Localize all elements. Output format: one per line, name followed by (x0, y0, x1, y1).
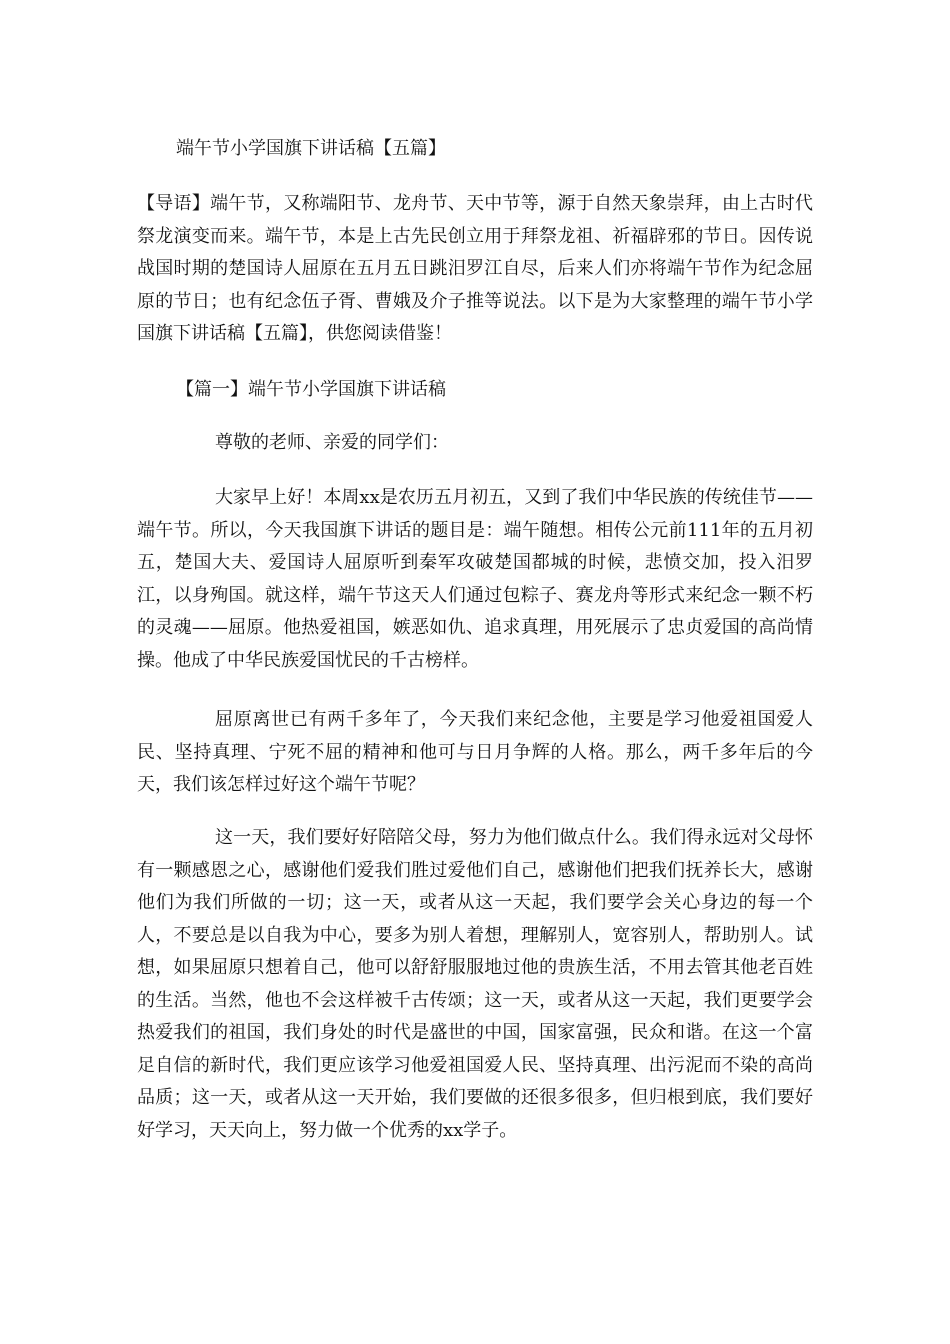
intro-paragraph: 【导语】端午节，又称端阳节、龙舟节、天中节等，源于自然天象崇拜，由上古时代祭龙演变而来。端午节，本是上古先民创立用于拜祭龙祖、祈福辟邪的节日。因传说战国时期的楚国诗人屈原在五月五日跳汨罗江自尽，后来人们亦将端午节作为纪念屈原的节日；也有纪念伍子胥、曹娥及介子推等说法。以下是为大家整理的端午节小学国旗下讲话稿【五篇】，供您阅读借鉴！ (137, 193, 813, 344)
body-paragraph: 屈原离世已有两千多年了，今天我们来纪念他，主要是学习他爱祖国爱人民、坚持真理、宁死不屈的精神和他可与日月争辉的人格。那么，两千多年后的今天，我们该怎样过好这个端午节呢？ (137, 709, 813, 795)
section-heading: 【篇一】端午节小学国旗下讲话稿 (176, 379, 446, 400)
body-paragraph: 大家早上好！本周xx是农历五月初五，又到了我们中华民族的传统佳节——端午节。所以，今天我国旗下讲话的题目是：端午随想。相传公元前111年的五月初五，楚国大夫、爱国诗人屈原听到秦军攻破楚国都城的时候，悲愤交加，投入汨罗江，以身殉国。就这样，端午节这天人们通过包粽子、赛龙舟等形式来纪念一颗不朽的灵魂——屈原。他热爱祖国，嫉恶如仇、追求真理，用死展示了忠贞爱国的高尚情操。他成了中华民族爱国忧民的千古榜样。 (137, 487, 813, 671)
document-title: 端午节小学国旗下讲话稿【五篇】 (176, 138, 446, 159)
body-paragraph: 这一天，我们要好好陪陪父母，努力为他们做点什么。我们得永远对父母怀有一颗感恩之心，感谢他们爱我们胜过爱他们自己，感谢他们把我们抚养长大，感谢他们为我们所做的一切；这一天，或者从这一天起，我们要学会关心身边的每一个人，不要总是以自我为中心，要多为别人着想，理解别人，宽容别人，帮助别人。试想，如果屈原只想着自己，他可以舒舒服服地过他的贵族生活，不用去管其他老百姓的生活。当然，他也不会这样被千古传颂；这一天，或者从这一天起，我们更要学会热爱我们的祖国，我们身处的时代是盛世的中国，国家富强，民众和谐。在这一个富足自信的新时代，我们更应该学习他爱祖国爱人民、坚持真理、出污泥而不染的高尚品质；这一天，或者从这一天开始，我们要做的还很多很多，但归根到底，我们要好好学习，天天向上，努力做一个优秀的xx学子。 (137, 827, 813, 1141)
speech-greeting: 尊敬的老师、亲爱的同学们： (215, 432, 449, 453)
